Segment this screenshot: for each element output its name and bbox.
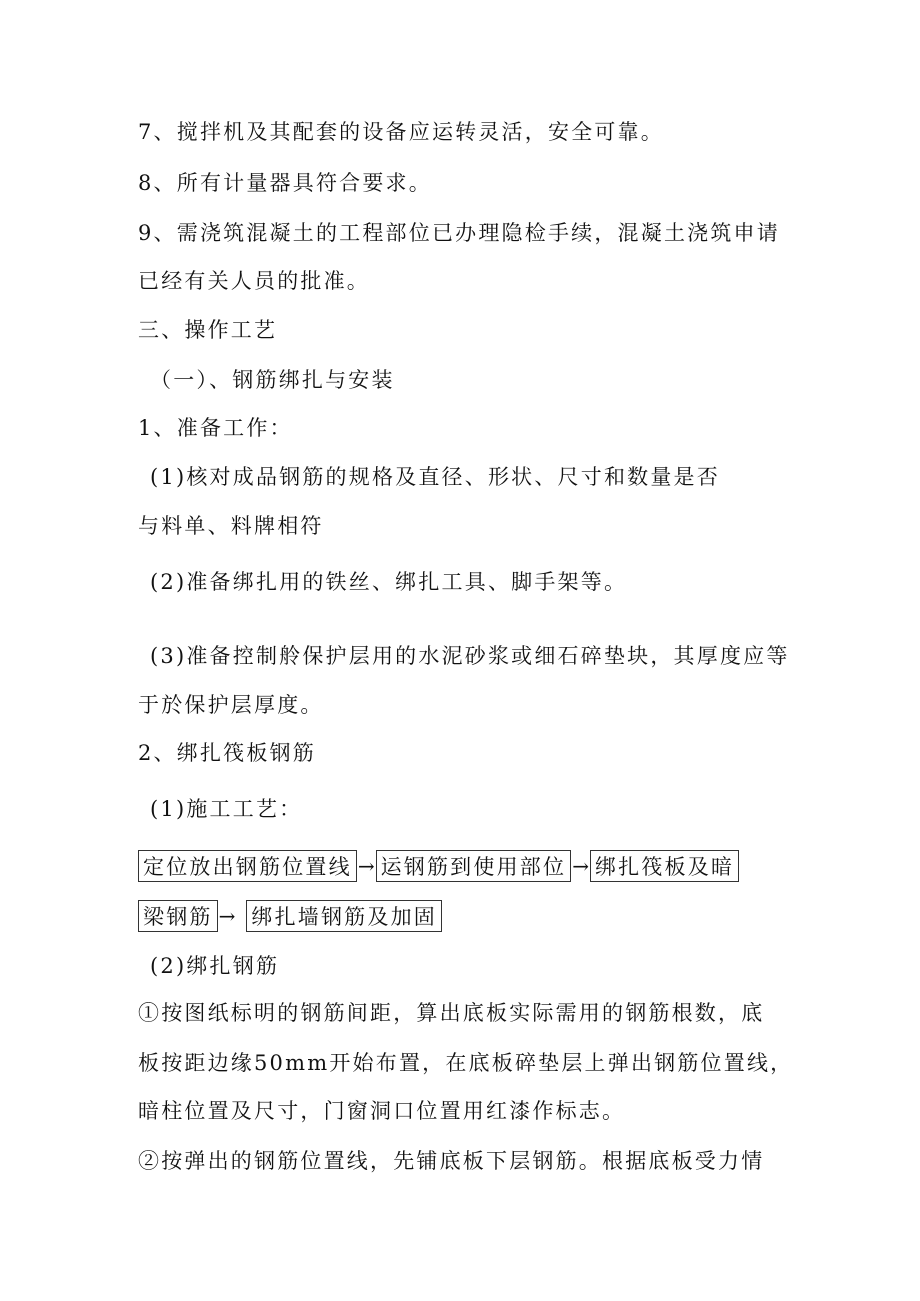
text-line: (1)施工工艺： bbox=[150, 797, 303, 821]
text-line: 暗柱位置及尺寸，门窗洞口位置用红漆作标志。 bbox=[138, 1099, 626, 1123]
arrow-right-icon: → bbox=[572, 854, 589, 878]
text-line: ②按弹出的钢筋位置线，先铺底板下层钢筋。根据底板受力情 bbox=[138, 1149, 765, 1173]
text-line: 与料单、料牌相符 bbox=[138, 514, 324, 538]
flow-step-transport-rebar: 运钢筋到使用部位 bbox=[376, 850, 572, 882]
flow-step-locate-lines: 定位放出钢筋位置线 bbox=[138, 850, 357, 882]
arrow-right-icon: → bbox=[357, 854, 375, 878]
text-line: 于於保护层厚度。 bbox=[138, 693, 324, 717]
text-line: 7、搅拌机及其配套的设备应运转灵活，安全可靠。 bbox=[138, 120, 664, 144]
text-line: 2、绑扎筏板钢筋 bbox=[138, 741, 316, 765]
text-line: 板按距边缘50mm开始布置，在底板碎垫层上弹出钢筋位置线， bbox=[138, 1051, 794, 1075]
text-line: (1)核对成品钢筋的规格及直径、形状、尺寸和数量是否 bbox=[150, 465, 720, 489]
arrow-right-icon: → bbox=[218, 904, 236, 928]
process-flow-row-2 bbox=[138, 898, 442, 934]
text-line: ①按图纸标明的钢筋间距，算出底板实际需用的钢筋根数，底 bbox=[138, 1001, 765, 1025]
text-line: 1、准备工作： bbox=[138, 416, 293, 440]
text-line: (3)准备控制舲保护层用的水泥砂浆或细石碎垫块，其厚度应等 bbox=[150, 644, 790, 668]
text-line: 已经有关人员的批准。 bbox=[138, 269, 370, 293]
text-line: (2)绑扎钢筋 bbox=[150, 954, 280, 978]
text-line: 9、需浇筑混凝土的工程部位已办理隐检手续，混凝土浇筑申请 bbox=[138, 221, 780, 245]
flow-step-tie-wall-rebar: 绑扎墙钢筋及加固 bbox=[246, 900, 442, 932]
text-line: 8、所有计量器具符合要求。 bbox=[138, 171, 432, 195]
text-line: (2)准备绑扎用的铁丝、绑扎工具、脚手架等。 bbox=[150, 570, 628, 594]
subsection-heading: （一）、钢筋绑扎与安装 bbox=[150, 368, 395, 392]
process-flow-row-1 bbox=[138, 848, 739, 884]
section-heading: 三、操作工艺 bbox=[138, 318, 278, 342]
flow-step-tie-raft-slab: 绑扎筏板及暗 bbox=[590, 850, 739, 882]
flow-step-tie-raft-slab-cont: 梁钢筋 bbox=[138, 900, 218, 932]
